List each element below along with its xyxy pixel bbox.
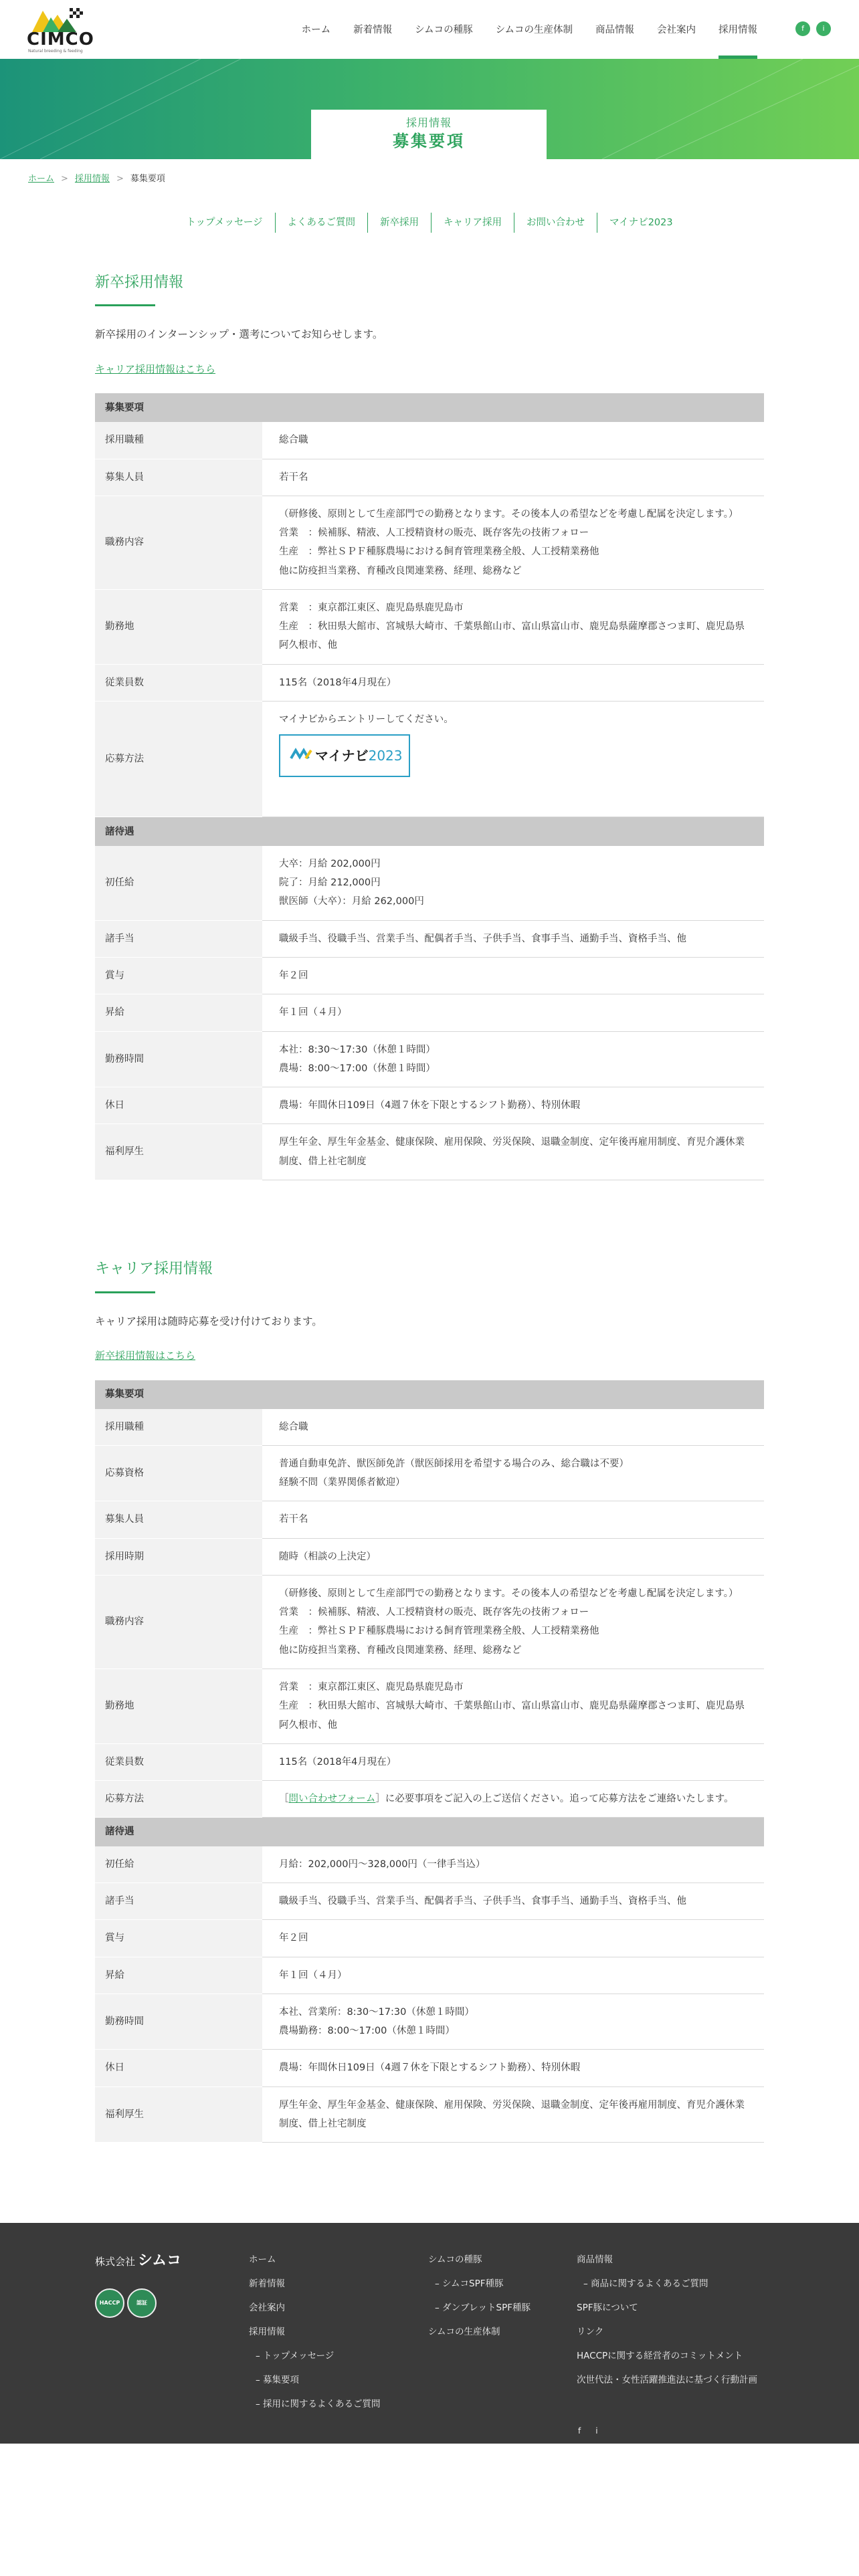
table-row bbox=[95, 957, 764, 994]
hero-subtitle: 採用情報 bbox=[405, 116, 452, 129]
mynavi-brand: マイナビ bbox=[315, 748, 369, 764]
mynavi-banner-text bbox=[315, 745, 403, 766]
value-line: 農場：年間休日109日（4週７休を下限とするシフト勤務）、特別休暇 bbox=[279, 1100, 581, 1111]
row-label: 福利厚生 bbox=[95, 1124, 262, 1180]
footer-link[interactable]: ホーム bbox=[249, 2254, 276, 2266]
row-label: 採用職種 bbox=[95, 1409, 262, 1446]
row-value bbox=[262, 2050, 764, 2086]
value-line: 年１回（４月） bbox=[279, 1969, 347, 1981]
row-label: 賞与 bbox=[95, 957, 262, 994]
footer-link[interactable]: 商品情報 bbox=[577, 2254, 613, 2266]
value-line: 他に防疫担当業務、育種改良関連業務、経理、総務など bbox=[279, 565, 522, 576]
hero-banner bbox=[0, 59, 859, 159]
footer-link[interactable]: 採用情報 bbox=[249, 2327, 285, 2338]
haccp-badge-icon: HACCP bbox=[95, 2288, 124, 2318]
local-nav bbox=[0, 213, 859, 233]
value-line: 他に防疫担当業務、育種改良関連業務、経理、総務など bbox=[279, 1644, 522, 1656]
row-value bbox=[262, 920, 764, 957]
footer-company-name: シムコ bbox=[138, 2252, 182, 2270]
row-label: 諸手当 bbox=[95, 920, 262, 957]
row-label: 休日 bbox=[95, 2050, 262, 2086]
value-line: 院了：月給 212,000円 bbox=[279, 877, 381, 889]
table-row bbox=[95, 1846, 764, 1883]
row-label: 勤務時間 bbox=[95, 1994, 262, 2050]
local-nav-item-2[interactable]: 新卒採用 bbox=[368, 213, 432, 233]
value-line: 営業 ：候補豚、精液、人工授精資材の販売、既存客先の技術フォロー bbox=[279, 528, 589, 539]
row-value bbox=[262, 1575, 764, 1669]
value-line bbox=[279, 1790, 747, 1808]
table-row bbox=[95, 1124, 764, 1180]
value-line: 本社：8:30〜17:30（休憩１時間） bbox=[279, 1044, 436, 1055]
table-row bbox=[95, 1957, 764, 1994]
value-line: 職級手当、役職手当、営業手当、配偶者手当、子供手当、食事手当、通勤手当、資格手当、他 bbox=[279, 933, 686, 944]
row-value bbox=[262, 496, 764, 589]
nav-item-3[interactable]: シムコの生産体制 bbox=[495, 25, 573, 35]
career-heading: キャリア採用情報 bbox=[95, 1259, 764, 1293]
site-footer bbox=[0, 2223, 859, 2444]
row-value bbox=[262, 1957, 764, 1994]
row-label: 勤務地 bbox=[95, 1669, 262, 1743]
breadcrumb-recruit[interactable]: 採用情報 bbox=[74, 174, 110, 184]
breadcrumb-separator-icon: > bbox=[116, 174, 124, 184]
logo-tagline: Natural breeding & feeding bbox=[28, 49, 83, 53]
value-line: 生産 ：秋田県大館市、宮城県大崎市、千葉県館山市、富山県富山市、鹿児島県薩摩郡さつま町、鹿児島県阿久根市、他 bbox=[279, 1701, 745, 1731]
footer-link[interactable]: – 採用に関するよくあるご質問 bbox=[249, 2398, 381, 2422]
table-row bbox=[95, 1501, 764, 1538]
group-heading: 募集要項 bbox=[95, 1380, 764, 1409]
value-line: 営業 ：候補豚、精液、人工授精資材の販売、既存客先の技術フォロー bbox=[279, 1607, 589, 1618]
nav-item-1[interactable]: 新着情報 bbox=[353, 25, 393, 35]
value-line: 年２回 bbox=[279, 1933, 308, 1944]
row-value bbox=[262, 664, 764, 701]
value-line: （研修後、原則として生産部門での勤務となります。その後本人の希望などを考慮し配属を決定します。） bbox=[279, 508, 739, 520]
career-table bbox=[95, 1380, 764, 2143]
table-row bbox=[95, 920, 764, 957]
nav-item-5[interactable]: 会社案内 bbox=[657, 25, 696, 35]
career-lead: キャリア採用は随時応募を受け付けております。 bbox=[95, 1315, 322, 1327]
table-row bbox=[95, 1781, 764, 1818]
table-row bbox=[95, 1445, 764, 1501]
footer-link[interactable]: 会社案内 bbox=[249, 2302, 285, 2314]
value-line: 随時（相談の上決定） bbox=[279, 1551, 376, 1562]
group-header-row bbox=[95, 393, 764, 422]
global-nav bbox=[290, 0, 769, 59]
breadcrumb-separator-icon: > bbox=[61, 174, 68, 184]
table-row bbox=[95, 459, 764, 496]
value-line: マイナビからエントリーしてください。 bbox=[279, 714, 454, 725]
logo-wordmark: CIMCO bbox=[27, 29, 94, 49]
row-label: 福利厚生 bbox=[95, 2086, 262, 2143]
site-header bbox=[0, 0, 859, 59]
row-label: 従業員数 bbox=[95, 1743, 262, 1780]
footer-link[interactable]: 新着情報 bbox=[249, 2278, 285, 2290]
value-line: 115名（2018年4月現在） bbox=[279, 677, 397, 688]
value-line: 普通自動車免許、獣医師免許（獣医師採用を希望する場合のみ、総合職は不要） bbox=[279, 1458, 629, 1469]
value-line: 職級手当、役職手当、営業手当、配偶者手当、子供手当、食事手当、通勤手当、資格手当、他 bbox=[279, 1896, 686, 1907]
table-row bbox=[95, 701, 764, 817]
career-info-link[interactable]: キャリア採用情報はこちら bbox=[95, 362, 216, 375]
value-line: 営業 ：東京都江東区、鹿児島県鹿児島市 bbox=[279, 602, 464, 613]
row-label: 応募資格 bbox=[95, 1445, 262, 1501]
row-label: 従業員数 bbox=[95, 664, 262, 701]
nav-item-2[interactable]: シムコの種豚 bbox=[415, 25, 473, 35]
row-value bbox=[262, 1124, 764, 1180]
footer-link[interactable]: – ダンブレットSPF種豚 bbox=[428, 2302, 531, 2326]
value-line: 獣医師（大卒）：月給 262,000円 bbox=[279, 896, 424, 907]
footer-link[interactable]: SPF豚について bbox=[577, 2302, 638, 2314]
page-title: 募集要項 bbox=[393, 131, 465, 150]
local-nav-item-0[interactable]: トップメッセージ bbox=[174, 213, 275, 233]
value-line: 若干名 bbox=[279, 471, 308, 483]
row-value bbox=[262, 1501, 764, 1538]
row-value bbox=[262, 1538, 764, 1575]
table-row bbox=[95, 1669, 764, 1743]
row-value bbox=[262, 1409, 764, 1446]
value-line: 115名（2018年4月現在） bbox=[279, 1756, 397, 1767]
footer-link[interactable]: シムコの生産体制 bbox=[428, 2327, 500, 2338]
row-value bbox=[262, 846, 764, 920]
row-value bbox=[262, 701, 764, 817]
inquiry-form-link[interactable]: 問い合わせフォーム bbox=[288, 1794, 376, 1805]
value-line: 生産 ：弊社ＳＰＦ種豚農場における飼育管理業務全般、人工授精業務他 bbox=[279, 546, 599, 558]
footer-link[interactable]: – 募集要項 bbox=[249, 2374, 381, 2398]
row-value bbox=[262, 1445, 764, 1501]
nav-item-4[interactable]: 商品情報 bbox=[595, 25, 634, 35]
value-line: 大卒：月給 202,000円 bbox=[279, 858, 381, 869]
value-line: 本社、営業所：8:30〜17:30（休憩１時間） bbox=[279, 2006, 474, 2018]
row-value bbox=[262, 1846, 764, 1883]
row-label: 応募方法 bbox=[95, 701, 262, 817]
mynavi-year: 2023 bbox=[368, 748, 403, 764]
value-line: 経験不問（業界関係者歓迎） bbox=[279, 1477, 405, 1489]
row-label: 賞与 bbox=[95, 1920, 262, 1957]
row-label: 募集人員 bbox=[95, 459, 262, 496]
footer-link[interactable]: – シムコSPF種豚 bbox=[428, 2278, 531, 2302]
row-label: 諸手当 bbox=[95, 1883, 262, 1920]
value-line: 農場：年間休日109日（4週７休を下限とするシフト勤務）、特別休暇 bbox=[279, 2062, 581, 2074]
facebook-icon[interactable]: f bbox=[578, 2426, 581, 2436]
value-line: 農場勤務：8:00〜17:00（休憩１時間） bbox=[279, 2026, 455, 2037]
new-grad-info-link[interactable]: 新卒採用情報はこちら bbox=[95, 1350, 196, 1362]
career-section bbox=[95, 1259, 764, 2143]
footer-link[interactable]: HACCPに関する経営者のコミットメント bbox=[577, 2351, 743, 2362]
link-bracket: ］ bbox=[375, 1794, 385, 1805]
group-heading: 募集要項 bbox=[95, 393, 764, 422]
footer-sns bbox=[578, 2424, 598, 2439]
table-row bbox=[95, 1087, 764, 1124]
value-line: 総合職 bbox=[279, 435, 308, 446]
value-text: に必要事項をご記入の上ご送信ください。追って応募方法をご連絡いたします。 bbox=[385, 1794, 734, 1805]
row-value bbox=[262, 1669, 764, 1743]
row-value bbox=[262, 422, 764, 459]
group-heading: 諸待遇 bbox=[95, 817, 764, 846]
link-bracket: ［ bbox=[279, 1794, 289, 1805]
row-label: 応募方法 bbox=[95, 1781, 262, 1818]
new-grad-table bbox=[95, 393, 764, 1180]
footer-company-prefix: 株式会社 bbox=[95, 2256, 136, 2268]
row-label: 昇給 bbox=[95, 994, 262, 1031]
mynavi-logo-icon bbox=[290, 748, 312, 761]
table-row bbox=[95, 1994, 764, 2050]
group-header-row bbox=[95, 1380, 764, 1409]
table-row bbox=[95, 846, 764, 920]
row-label: 採用職種 bbox=[95, 422, 262, 459]
row-value bbox=[262, 1031, 764, 1087]
row-label: 職務内容 bbox=[95, 1575, 262, 1669]
table-row bbox=[95, 2086, 764, 2143]
row-label: 昇給 bbox=[95, 1957, 262, 1994]
nav-item-0[interactable]: ホーム bbox=[301, 25, 331, 35]
footer-col-1 bbox=[249, 2254, 381, 2422]
header-sns bbox=[795, 21, 831, 36]
row-value bbox=[262, 1743, 764, 1780]
row-value bbox=[262, 1920, 764, 1957]
row-value bbox=[262, 1781, 764, 1818]
row-label: 初任給 bbox=[95, 846, 262, 920]
footer-link[interactable]: – 商品に関するよくあるご質問 bbox=[577, 2278, 757, 2302]
table-row bbox=[95, 589, 764, 664]
row-value bbox=[262, 994, 764, 1031]
table-row bbox=[95, 1883, 764, 1920]
row-value bbox=[262, 2086, 764, 2143]
table-row bbox=[95, 664, 764, 701]
facebook-icon[interactable]: f bbox=[795, 21, 810, 36]
group-header-row bbox=[95, 817, 764, 846]
table-row bbox=[95, 422, 764, 459]
instagram-icon[interactable]: i bbox=[816, 21, 831, 36]
footer-link[interactable]: 次世代法・女性活躍推進法に基づく行動計画 bbox=[577, 2375, 757, 2386]
row-label: 勤務地 bbox=[95, 589, 262, 664]
row-value bbox=[262, 957, 764, 994]
cimco-logo[interactable] bbox=[25, 7, 92, 53]
new-grad-lead: 新卒採用のインターンシップ・選考についてお知らせします。 bbox=[95, 328, 383, 341]
value-line: 総合職 bbox=[279, 1421, 308, 1432]
row-value bbox=[262, 589, 764, 664]
row-label: 採用時期 bbox=[95, 1538, 262, 1575]
nav-item-6[interactable]: 採用情報 bbox=[707, 0, 769, 59]
row-value bbox=[262, 1883, 764, 1920]
row-value bbox=[262, 1994, 764, 2050]
footer-col-2 bbox=[428, 2254, 531, 2350]
row-label: 募集人員 bbox=[95, 1501, 262, 1538]
table-row bbox=[95, 1575, 764, 1669]
table-row bbox=[95, 1031, 764, 1087]
value-line: 厚生年金、厚生年金基金、健康保険、雇用保険、労災保険、退職金制度、定年後再雇用制度、育児介護休業制度、借上社宅制度 bbox=[279, 1137, 745, 1167]
group-heading: 諸待遇 bbox=[95, 1818, 764, 1846]
instagram-icon[interactable]: i bbox=[595, 2426, 598, 2436]
row-label: 初任給 bbox=[95, 1846, 262, 1883]
row-label: 勤務時間 bbox=[95, 1031, 262, 1087]
footer-col-3 bbox=[577, 2254, 757, 2398]
value-line: 営業 ：東京都江東区、鹿児島県鹿児島市 bbox=[279, 1681, 464, 1693]
local-nav-item-3[interactable]: キャリア採用 bbox=[432, 213, 514, 233]
value-line: 生産 ：秋田県大館市、宮城県大崎市、千葉県館山市、富山県富山市、鹿児島県薩摩郡さつま町、鹿児島県阿久根市、他 bbox=[279, 621, 745, 651]
local-nav-item-1[interactable]: よくあるご質問 bbox=[276, 213, 369, 233]
haccp-badges bbox=[95, 2288, 157, 2318]
value-line: 年２回 bbox=[279, 970, 308, 981]
value-line: 年１回（４月） bbox=[279, 1007, 347, 1018]
new-grad-section bbox=[95, 273, 764, 1180]
row-value bbox=[262, 459, 764, 496]
table-row bbox=[95, 496, 764, 589]
value-line: （研修後、原則として生産部門での勤務となります。その後本人の希望などを考慮し配属を決定します。） bbox=[279, 1588, 739, 1599]
footer-link[interactable]: シムコの種豚 bbox=[428, 2254, 482, 2266]
value-line: 月給：202,000円〜328,000円（一律手当込） bbox=[279, 1858, 486, 1870]
mynavi-entry-banner[interactable] bbox=[279, 734, 410, 777]
value-line: 若干名 bbox=[279, 1514, 308, 1525]
table-row bbox=[95, 1538, 764, 1575]
footer-link[interactable]: – トップメッセージ bbox=[249, 2350, 381, 2374]
breadcrumb bbox=[0, 159, 859, 186]
breadcrumb-current: 募集要項 bbox=[130, 174, 165, 184]
table-row bbox=[95, 1920, 764, 1957]
row-label: 職務内容 bbox=[95, 496, 262, 589]
footer-link[interactable]: リンク bbox=[577, 2327, 604, 2338]
value-line: 厚生年金、厚生年金基金、健康保険、雇用保険、労災保険、退職金制度、定年後再雇用制度、育児介護休業制度、借上社宅制度 bbox=[279, 2099, 745, 2129]
table-row bbox=[95, 2050, 764, 2086]
row-value bbox=[262, 1087, 764, 1124]
row-label: 休日 bbox=[95, 1087, 262, 1124]
value-line: 農場：8:00〜17:00（休憩１時間） bbox=[279, 1063, 436, 1074]
value-line: 生産 ：弊社ＳＰＦ種豚農場における飼育管理業務全般、人工授精業務他 bbox=[279, 1626, 599, 1637]
footer-logo[interactable] bbox=[95, 2254, 181, 2272]
hero-title-box bbox=[311, 110, 547, 159]
table-row bbox=[95, 994, 764, 1031]
breadcrumb-home[interactable]: ホーム bbox=[28, 174, 55, 184]
certification-badge-icon: 認証 bbox=[127, 2288, 157, 2318]
local-nav-item-5[interactable]: マイナビ2023 bbox=[609, 217, 673, 228]
group-header-row bbox=[95, 1818, 764, 1846]
local-nav-item-4[interactable]: お問い合わせ bbox=[514, 213, 597, 233]
new-grad-heading: 新卒採用情報 bbox=[95, 273, 764, 307]
table-row bbox=[95, 1409, 764, 1446]
table-row bbox=[95, 1743, 764, 1780]
